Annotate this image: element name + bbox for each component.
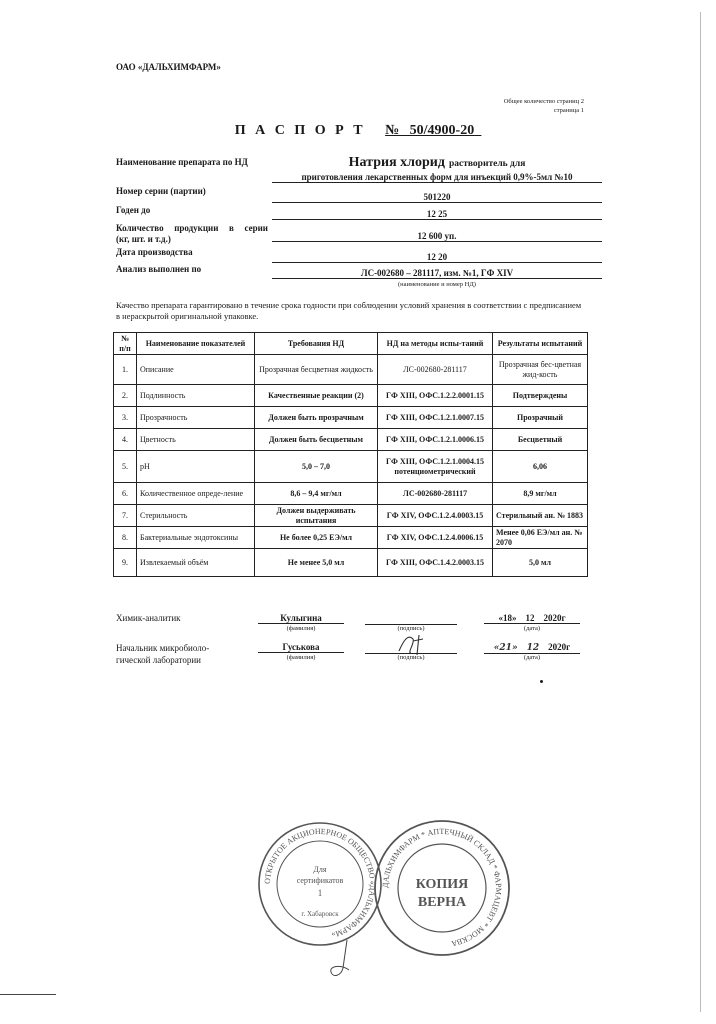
- row-result: Прозрачная бес-цветная жид-кость: [493, 355, 588, 385]
- quality-statement: Качество препарата гарантировано в течение срока годности при соблюдении условий хранения в соответствии с предписанием в нераскрытой оригинальной упаковке.: [116, 300, 582, 321]
- row-indicator: Стерильность: [137, 505, 255, 527]
- head-date: [484, 642, 580, 654]
- row-indicator: Извлекаемый объём: [137, 549, 255, 577]
- ink-dot: [540, 680, 543, 683]
- drug-name-line: [272, 153, 602, 171]
- caption-date: (дата): [523, 625, 541, 632]
- row-requirement: 8,6 – 9,4 мг/мл: [255, 483, 378, 505]
- quantity-label-line2: (кг, шт. и т.д.): [116, 234, 171, 244]
- table-row: [114, 355, 588, 385]
- row-result: Подтверждены: [493, 385, 588, 407]
- row-method: ГФ XIII, ОФС.1.2.2.0001.15: [378, 385, 493, 407]
- row-result: 5,0 мл: [493, 549, 588, 577]
- row-method: ГФ XIV, ОФС.1.2.4.0003.15: [378, 505, 493, 527]
- copy-seal-line2: ВЕРНА: [417, 895, 467, 910]
- row-method: ГФ XIII, ОФС.1.4.2.0003.15: [378, 549, 493, 577]
- copy-seal: [372, 818, 512, 958]
- row-indicator: Бактериальные эндотоксины: [137, 527, 255, 549]
- analysis-value: ЛС-002680 – 281117, изм. №1, ГФ XIV: [272, 268, 602, 279]
- company-name: ОАО «ДАЛЬХИМФАРМ»: [116, 62, 221, 72]
- drug-name: Натрия хлорид: [348, 155, 445, 170]
- header-result: Результаты испытаний: [493, 333, 588, 355]
- row-result: 8,9 мг/мл: [493, 483, 588, 505]
- expiry-label: Годен до: [116, 205, 151, 215]
- caption-signature: (подпись): [397, 625, 425, 632]
- row-indicator: Цветность: [137, 429, 255, 451]
- row-method: ЛС-002680-281117: [378, 355, 493, 385]
- row-requirement: Должен быть прозрачным: [255, 407, 378, 429]
- caption-date-2: (дата): [523, 654, 541, 661]
- caption-surname-2: (фамилия): [286, 654, 316, 661]
- chemist-date-year: 2020г: [543, 613, 566, 623]
- page-edge: [700, 12, 701, 1012]
- page-count: [504, 97, 584, 115]
- row-indicator: pH: [137, 451, 255, 483]
- row-method: ГФ XIV, ОФС.1.2.4.0006.15: [378, 527, 493, 549]
- header-indicator: Наименование показателей: [137, 333, 255, 355]
- title-label: П А С П О Р Т: [234, 123, 366, 138]
- row-indicator: Подлинность: [137, 385, 255, 407]
- head-date-day: «21»: [493, 643, 518, 653]
- row-num: 5.: [114, 451, 137, 483]
- head-date-month: 12: [526, 643, 540, 653]
- seal-center-line3: 1: [317, 888, 323, 898]
- row-indicator: Прозрачность: [137, 407, 255, 429]
- drug-desc-line1: растворитель для: [448, 159, 526, 169]
- chemist-name: Кулыгина: [258, 613, 344, 624]
- table-row: [114, 385, 588, 407]
- table-row: [114, 549, 588, 577]
- header-num: № п/п: [114, 333, 137, 355]
- copy-seal-ring-text: ДАЛЬХИМФАРМ * АПТЕЧНЫЙ СКЛАД * ФАРМАЦЕВТ * МОСКВА: [380, 826, 504, 949]
- row-requirement: Не менее 5,0 мл: [255, 549, 378, 577]
- row-result: Бесцветный: [493, 429, 588, 451]
- header-method: НД на методы испы-таний: [378, 333, 493, 355]
- chemist-date: [484, 613, 580, 624]
- batch-label: Номер серии (партии): [116, 186, 206, 196]
- analysis-caption: (наименование и номер НД): [398, 281, 476, 288]
- head-name: Гуськова: [258, 642, 344, 653]
- seal-signature-mark: [325, 938, 365, 984]
- batch-value: 501220: [272, 192, 602, 203]
- header-requirement: Требования НД: [255, 333, 378, 355]
- drug-desc-line2: приготовления лекарственных форм для инъекций 0,9%-5мл №10: [272, 172, 602, 183]
- table-row: [114, 407, 588, 429]
- head-role-line1: Начальник микробиоло-: [116, 643, 210, 653]
- analysis-label: Анализ выполнен по: [116, 264, 202, 274]
- passport-number: № _50/4900-20_: [385, 123, 482, 138]
- quantity-value: 12 600 уп.: [272, 231, 602, 242]
- document-title: [0, 123, 716, 139]
- seal-ring-text: ОТКРЫТОЕ АКЦИОНЕРНОЕ ОБЩЕСТВО «ДАЛЬХИМФАРМ»: [262, 826, 378, 940]
- row-num: 9.: [114, 549, 137, 577]
- page-current: страница 1: [553, 107, 584, 114]
- row-indicator: Описание: [137, 355, 255, 385]
- expiry-value: 12 25: [272, 209, 602, 220]
- row-result: 6,06: [493, 451, 588, 483]
- margin-line: [0, 994, 56, 995]
- head-role-line2: гической лаборатории: [116, 655, 202, 665]
- tests-table: [113, 332, 588, 577]
- quantity-label-line1: Количество продукции в серии: [116, 223, 268, 233]
- table-header-row: [114, 333, 588, 355]
- row-requirement: Должен выдерживать испытания: [255, 505, 378, 527]
- row-num: 8.: [114, 527, 137, 549]
- seal-center-line2: сертификатов: [296, 876, 344, 885]
- row-method: ГФ XIII, ОФС.1.2.1.0006.15: [378, 429, 493, 451]
- head-date-year: 2020г: [548, 642, 571, 652]
- row-num: 6.: [114, 483, 137, 505]
- head-role: [116, 642, 209, 666]
- row-method: ГФ XIII, ОФС.1.2.1.0004.15 потенциометрический: [378, 451, 493, 483]
- row-result: Прозрачный: [493, 407, 588, 429]
- production-value: 12 20: [272, 252, 602, 263]
- seal-center-line1: Для: [313, 865, 327, 874]
- row-method: ЛС-002680-281117: [378, 483, 493, 505]
- row-num: 1.: [114, 355, 137, 385]
- row-requirement: Не более 0,25 ЕЭ/мл: [255, 527, 378, 549]
- company-seal: [256, 820, 384, 948]
- copy-seal-line1: КОПИЯ: [415, 877, 469, 892]
- seal-city: г. Хабаровск: [301, 910, 339, 918]
- table-row: [114, 527, 588, 549]
- quantity-label: [116, 223, 268, 245]
- chemist-date-day: «18»: [498, 613, 517, 623]
- chemist-role: Химик-аналитик: [116, 613, 181, 623]
- caption-signature-2: (подпись): [397, 654, 425, 661]
- row-num: 2.: [114, 385, 137, 407]
- chemist-date-month: 12: [525, 613, 535, 623]
- row-num: 4.: [114, 429, 137, 451]
- row-result: Стерильный ан. № 1883: [493, 505, 588, 527]
- caption-surname: (фамилия): [286, 625, 316, 632]
- row-requirement: 5,0 – 7,0: [255, 451, 378, 483]
- row-num: 7.: [114, 505, 137, 527]
- row-requirement: Прозрачная бесцветная жидкость: [255, 355, 378, 385]
- pages-total: Общее количество страниц 2: [503, 98, 584, 105]
- row-method: ГФ XIII, ОФС.1.2.1.0007.15: [378, 407, 493, 429]
- row-indicator: Количественное опреде-ление: [137, 483, 255, 505]
- row-requirement: Должен быть бесцветным: [255, 429, 378, 451]
- row-num: 3.: [114, 407, 137, 429]
- row-result: Менее 0,06 ЕЭ/мл ан. № 2070: [493, 527, 588, 549]
- table-row: [114, 429, 588, 451]
- table-row: [114, 451, 588, 483]
- production-label: Дата производства: [116, 247, 193, 257]
- table-row: [114, 505, 588, 527]
- drug-label: Наименование препарата по НД: [116, 157, 248, 167]
- row-requirement: Качественные реакции (2): [255, 385, 378, 407]
- table-row: [114, 483, 588, 505]
